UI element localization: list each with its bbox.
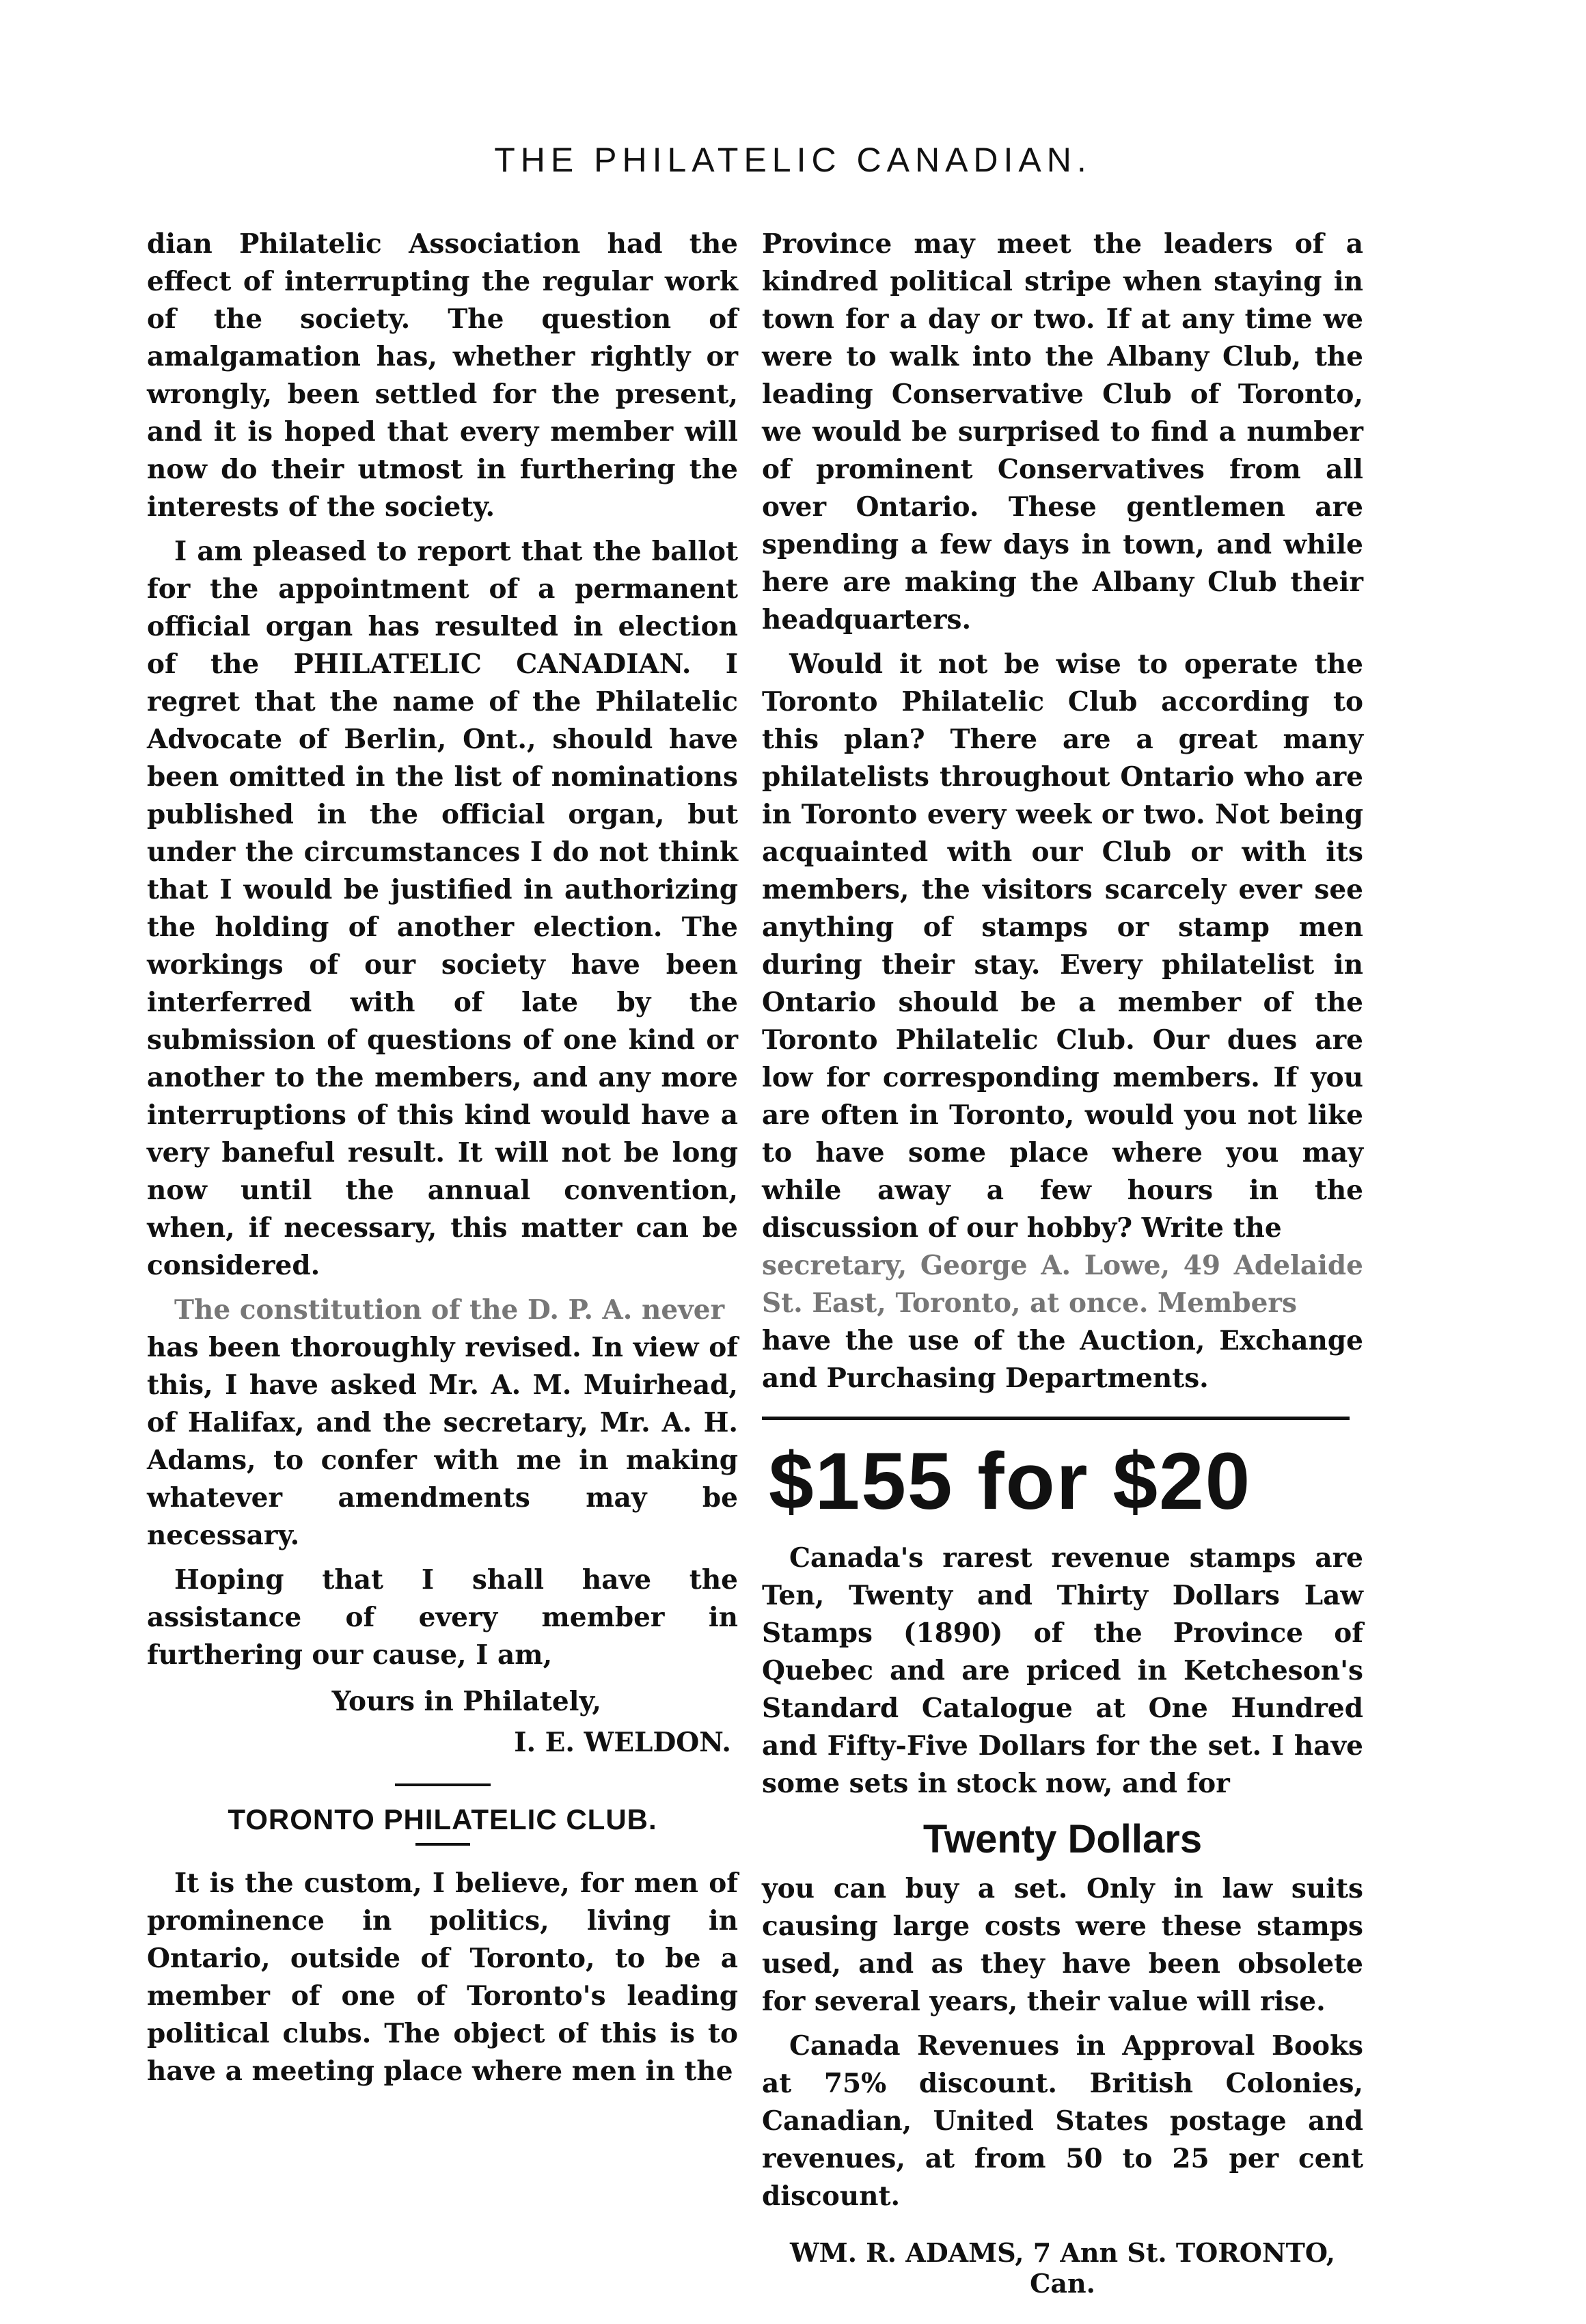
- left-paragraph-4: Hoping that I shall have the assistance of every member in furthering our cause, I am,: [147, 1564, 738, 1671]
- section-title: TORONTO PHILATELIC CLUB.: [228, 1803, 657, 1835]
- ad-small-print: Canada Revenues in Approval Books at 75% discount. British Colonies, Canadian, United States postage and revenues, at from 50 to 25 per cent discount.: [762, 2030, 1363, 2212]
- ad-body-2: you can buy a set. Only in law suits causing large costs were these stamps used, and as they have been obsolete for several years, their value will rise.: [762, 1873, 1363, 2017]
- left-column: [147, 225, 738, 2097]
- right-paragraph-2-smudged: secretary, George A. Lowe, 49 Adelaide St. East, Toronto, at once. Members: [762, 1250, 1363, 1319]
- right-paragraph-2-end: have the use of the Auction, Exchange and Purchasing Departments.: [762, 1325, 1363, 1394]
- left-paragraph-3: has been thoroughly revised. In view of this, I have asked Mr. A. M. Muirhead, of Halifax, and the secretary, Mr. A. H. Adams, to confer with me in making whatever amendments may be necessary.: [147, 1332, 738, 1551]
- closing-line: Yours in Philately,: [331, 1686, 601, 1717]
- ad-body: Canada's rarest revenue stamps are Ten, Twenty and Thirty Dollars Law Stamps (1890) of the Province of Quebec and are priced in Ketcheson's Standard Catalogue at One Hundred and Fifty-Five Dollars for the set. I have some sets in stock now, and for: [762, 1542, 1363, 1799]
- section-paragraph-1: It is the custom, I believe, for men of prominence in politics, living in Ontario, outside of Toronto, to be a member of one of Toronto's leading political clubs. The object of this is to have a meeting place where men in the: [147, 1868, 738, 2087]
- signature-block: [147, 1681, 738, 1763]
- right-paragraph-2: Would it not be wise to operate the Toronto Philatelic Club according to this plan? There are a great many philatelists throughout Ontario who are in Toronto every week or two. Not being acquainted with our Club or with its members, the visitors scarcely ever see anything of stamps or stamp men during their stay. Every philatelist in Ontario should be a member of the Toronto Philatelic Club. Our dues are low for corresponding members. If you are often in Toronto, would you not like to have some place where you may while away a few hours in the discussion of our hobby? Write the: [762, 648, 1363, 1244]
- divider: [415, 1843, 470, 1846]
- ad-subhead: Twenty Dollars: [922, 1817, 1203, 1861]
- right-column: [762, 225, 1363, 2299]
- divider: [762, 1417, 1350, 1420]
- signature-name: I. E. WELDON.: [514, 1727, 731, 1758]
- ad-signature: WM. R. ADAMS, 7 Ann St. TORONTO, Can.: [789, 2237, 1336, 2299]
- left-paragraph-1: dian Philatelic Association had the effect of interrupting the regular work of the society. The question of amalgamation has, whether rightly or wrongly, been settled for the present, and it is hoped that every member will now do their utmost in furthering the interests of the society.: [147, 228, 738, 523]
- right-paragraph-1: Province may meet the leaders of a kindred political stripe when staying in town for a day or two. If at any time we were to walk into the Albany Club, the leading Conservative Club of Toronto, we would be surprised to find a number of prominent Conservatives from all over Ontario. These gentlemen are spending a few days in town, and while here are making the Albany Club their headquarters.: [762, 228, 1363, 635]
- left-paragraph-2: I am pleased to report that the ballot for the appointment of a permanent official organ has resulted in election of the PHILATELIC CANADIAN. I regret that the name of the Philatelic Advocate of Berlin, Ont., should have been omitted in the list of nominations published in the official organ, but under the circumstances I do not think that I would be justified in authorizing the holding of another election. The workings of our society have been interferred with of late by the submission of questions of one kind or another to the members, and any more interruptions of this kind would have a very baneful result. It will not be long now until the annual convention, when, if necessary, this matter can be considered.: [147, 536, 738, 1281]
- ad-headline: $155 for $20: [769, 1436, 1252, 1527]
- running-head: THE PHILATELIC CANADIAN.: [494, 141, 1092, 179]
- left-paragraph-3-smudged: The constitution of the D. P. A. never: [174, 1294, 725, 1326]
- divider: [395, 1783, 491, 1786]
